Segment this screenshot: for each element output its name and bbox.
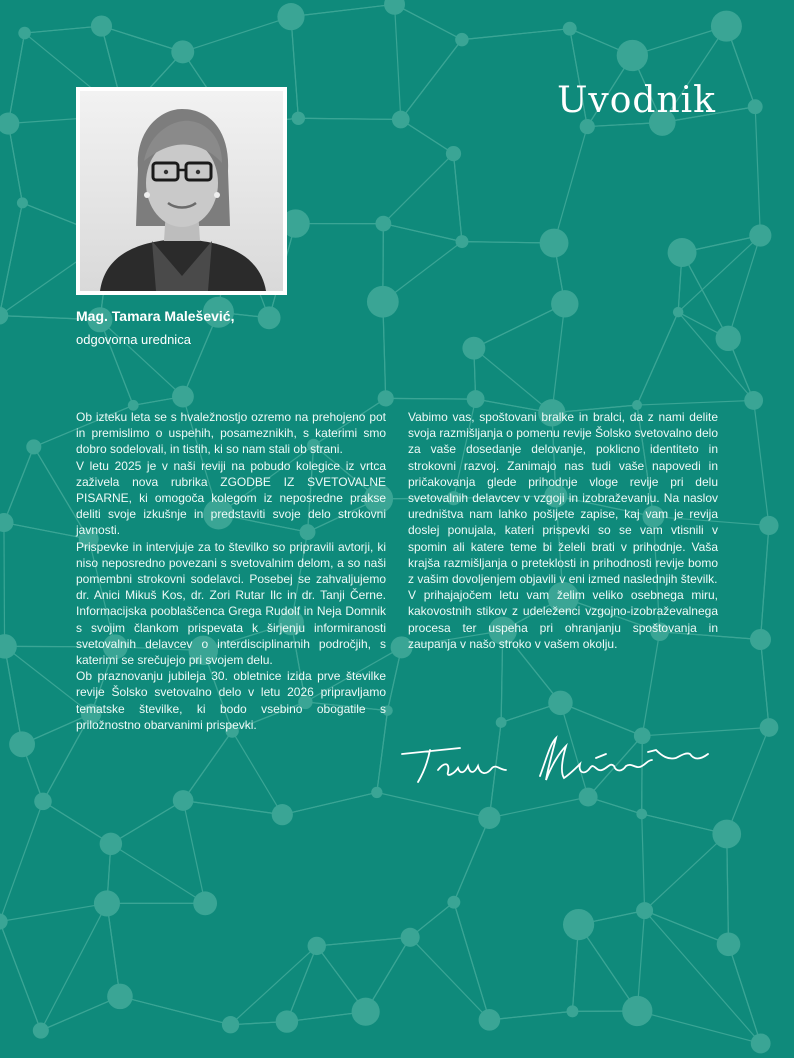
author-role: odgovorna urednica (76, 332, 191, 347)
network-node (563, 909, 594, 940)
network-node (18, 27, 31, 40)
network-node (744, 391, 763, 410)
network-node (193, 891, 217, 915)
network-node (446, 146, 461, 161)
network-node (0, 513, 14, 532)
network-node (392, 111, 410, 129)
network-node (673, 307, 684, 318)
network-node (636, 902, 653, 919)
network-node (378, 390, 394, 406)
network-node (0, 307, 8, 325)
network-node (668, 238, 697, 267)
page-title: Uvodnik (557, 80, 716, 121)
network-node (749, 224, 771, 246)
author-photo (76, 87, 287, 295)
network-node (478, 807, 500, 829)
network-node (579, 788, 598, 807)
network-node (467, 390, 485, 408)
network-node (748, 99, 763, 114)
network-node (0, 913, 8, 929)
network-node (222, 1016, 239, 1033)
network-node (617, 40, 648, 71)
paragraph: Prispevke in intervjuje za to številko so pripravili avtorji, ki niso neposredno povezani s svetovalnim delom, a so naši pomembni strokovni sodelavci. Posebej se zahvaljujemo dr. Anici Mikuš Kos, dr. Zori Rutar Ilc in dr. Tanji Černe. Informacijska pooblaščenca Grega Rudolf in Neja Domnik s svojim člankom prispevata k širjenju informiranosti svetovalnih delavcev o interdisciplinarnih področjih, s katerimi se srečujejo pri svojem delu. (76, 539, 386, 668)
network-node (276, 1010, 298, 1032)
network-node (292, 112, 305, 125)
network-node (34, 793, 52, 811)
network-node (717, 932, 741, 956)
network-node (716, 326, 741, 351)
network-node (91, 15, 112, 36)
network-node (308, 937, 326, 955)
network-node (0, 112, 19, 134)
network-node (540, 229, 569, 258)
network-node (258, 306, 281, 329)
paragraph: V letu 2025 je v naši reviji na pobudo kolegice iz vrtca zaživela nova rubrika ZGODBE IZ SVETOVALNE PISARNE, ki omogoča kolegom iz neposredne prakse deliti svoje izkušnje in predstaviti svoje delo strokovni javnosti. (76, 458, 386, 538)
paragraph: V prihajajočem letu vam želim veliko osebnega miru, kakovostnih stikov z udeleženci vzgojno-izobraževalnega procesa ter uspeha pri ohranjanju spoštovanja in zaupanja v našo stroko v vašem okolju. (408, 588, 718, 651)
network-node (750, 629, 771, 650)
network-node (563, 22, 577, 36)
network-node (367, 286, 399, 318)
network-node (94, 890, 120, 916)
network-node (172, 386, 194, 408)
author-name: Mag. Tamara Malešević, (76, 308, 235, 324)
network-node (712, 820, 741, 849)
network-node (33, 1023, 49, 1039)
paragraph: Ob praznovanju jubileja 30. obletnice izida prve številke revije Šolsko svetovalno delo v letu 2026 pripravljamo tematske številke, ki bodo vsebino obogatile s priložnostno obarvanimi prispevki. (76, 669, 386, 732)
handwritten-signature (400, 730, 720, 790)
network-node (447, 896, 460, 909)
network-node (272, 804, 293, 825)
editorial-column-left (76, 409, 386, 733)
network-node (17, 197, 28, 208)
network-node (0, 634, 17, 659)
network-node (375, 216, 391, 232)
network-node (636, 809, 647, 820)
network-node (580, 119, 595, 134)
network-node (9, 731, 35, 757)
network-node (548, 691, 572, 715)
network-node (401, 928, 420, 947)
network-node (462, 337, 485, 360)
network-node (171, 40, 194, 63)
network-node (566, 1005, 578, 1017)
network-node (496, 717, 507, 728)
network-node (371, 787, 382, 798)
network-node (455, 33, 468, 46)
network-node (760, 718, 779, 737)
network-node (173, 790, 194, 811)
network-node (456, 235, 469, 248)
network-node (384, 0, 405, 15)
network-node (100, 833, 123, 856)
network-node (751, 1033, 771, 1053)
network-node (622, 996, 652, 1026)
network-node (479, 1009, 501, 1031)
network-node (711, 11, 742, 42)
editorial-column-right (408, 409, 718, 652)
paragraph: Vabimo vas, spoštovani bralke in bralci, da z nami delite svoja razmišljanja o pomenu revije Šolsko svetovalno delo za vaše dosedanje delovanje, poklicno identiteto in strokovni razvoj. Zanimajo nas tudi vaše napovedi in pričakovanja glede prihodnje vloge revije pri delu svetovalnih delavcev v vzgoji in izobraževanju. Na naslov uredništva nam lahko pošljete zapise, kaj vam je revija doslej ponujala, kateri prispevki so se vam vtisnili v spomin ali katere teme bi želeli brati v prihodnje. Vaša krajša razmišljanja o preteklosti in prihodnosti revije bomo z vašim dovoljenjem objavili v eni izmed naslednjih številk. (408, 410, 718, 587)
network-node (759, 516, 778, 535)
network-node (26, 439, 41, 454)
paragraph: Ob izteku leta se s hvaležnostjo ozremo na prehojeno pot in premislimo o uspehih, posameznikih, s katerimi smo dobro sodelovali, in tistih, ki so nam stali ob strani. (76, 410, 386, 457)
network-node (277, 3, 304, 30)
network-node (551, 290, 578, 317)
network-node (107, 984, 133, 1010)
network-node (352, 998, 380, 1026)
